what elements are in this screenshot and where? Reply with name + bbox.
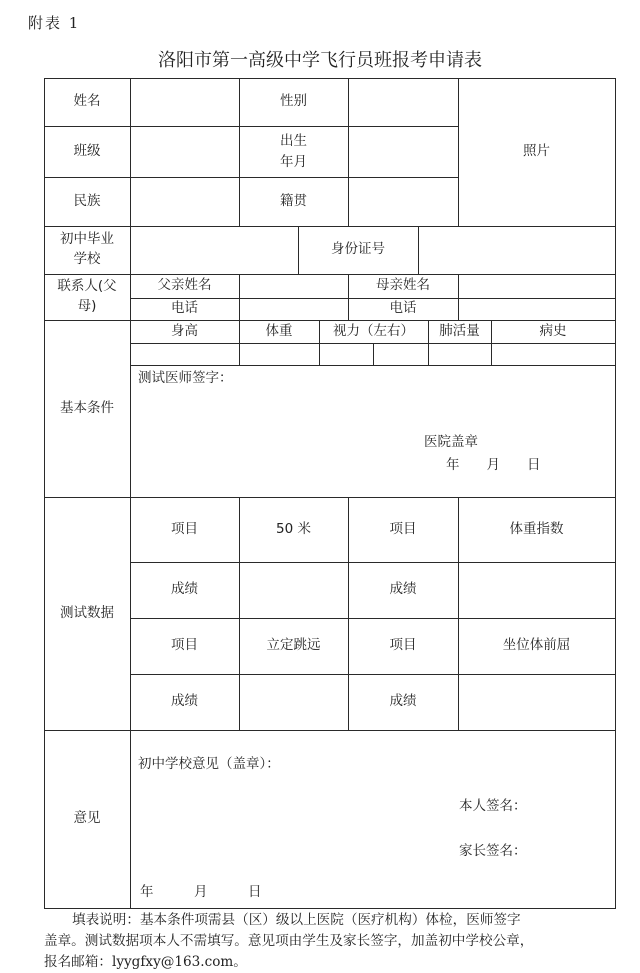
father-phone-label: 电话 — [171, 300, 198, 317]
vision-label: 视力（左右） — [333, 322, 414, 339]
attachment-label: 附表 1 — [28, 14, 81, 32]
gender-label: 性别 — [280, 93, 307, 110]
table-border-right — [615, 78, 616, 909]
middle-school-field[interactable] — [130, 226, 298, 274]
test-score-label: 成绩 — [389, 693, 417, 710]
id-card-label: 身份证号 — [331, 241, 385, 258]
form-title: 洛阳市第一高级中学飞行员班报考申请表 — [158, 50, 482, 71]
mother-name-field[interactable] — [458, 274, 615, 298]
native-place-field[interactable] — [348, 177, 458, 226]
test-item-label: 项目 — [389, 520, 417, 537]
instructions-line-1: 填表说明：基本条件项需县（区）级以上医院（医疗机构）体检，医师签字 — [72, 912, 521, 928]
hospital-date-label: 年 月 日 — [446, 457, 541, 473]
photo-label: 照片 — [523, 143, 550, 160]
contact-label — [44, 274, 130, 320]
photo-box[interactable] — [458, 78, 615, 226]
form-instructions — [44, 910, 533, 973]
test-item-label: 项目 — [171, 637, 198, 654]
father-phone-field[interactable] — [239, 298, 348, 320]
father-name-label: 父亲姓名 — [157, 277, 212, 294]
name-label: 姓名 — [73, 93, 101, 110]
ethnicity-field[interactable] — [130, 177, 239, 226]
mother-phone-label: 电话 — [389, 300, 417, 317]
test-data-label: 测试数据 — [60, 604, 114, 621]
height-field[interactable] — [130, 343, 239, 365]
birth-date-label-line2: 年月 — [280, 153, 307, 170]
mother-name-label: 母亲姓名 — [376, 277, 430, 294]
student-signature-label: 本人签名： — [459, 798, 527, 814]
instructions-line-3: 报名邮箱：lyygfxy@163.com。 — [44, 954, 247, 970]
parent-signature-label: 家长签名： — [459, 843, 527, 859]
weight-field[interactable] — [239, 343, 319, 365]
native-place-label: 籍贯 — [280, 192, 307, 209]
lung-capacity-label: 肺活量 — [439, 322, 480, 339]
instructions-line-2: 盖章。测试数据项本人不需填写。意见项由学生及家长签字，加盖初中学校公章， — [44, 933, 534, 949]
test-score-sit-and-reach-field[interactable] — [458, 674, 615, 730]
doctor-signature-label: 测试医师签字： — [138, 370, 233, 386]
basic-conditions-label: 基本条件 — [60, 399, 114, 416]
middle-school-label — [44, 226, 130, 274]
vision-left-field[interactable] — [319, 343, 373, 365]
contact-label-line1: 联系人(父 — [57, 278, 117, 295]
test-item-standing-jump: 立定跳远 — [266, 637, 321, 654]
birth-date-label-line1: 出生 — [280, 133, 307, 150]
test-item-50m: 50 米 — [276, 520, 311, 537]
birth-date-field[interactable] — [348, 126, 458, 177]
opinion-label: 意见 — [73, 810, 101, 827]
class-label: 班级 — [73, 142, 101, 159]
school-opinion-label: 初中学校意见（盖章）： — [138, 756, 280, 772]
id-card-field[interactable] — [418, 226, 615, 274]
test-score-50m-field[interactable] — [239, 562, 348, 618]
gender-field[interactable] — [348, 78, 458, 126]
weight-label: 体重 — [265, 322, 293, 339]
medical-history-label: 病史 — [539, 322, 567, 339]
mother-phone-field[interactable] — [458, 298, 615, 320]
ethnicity-label: 民族 — [73, 192, 101, 209]
middle-school-label-line1: 初中毕业 — [60, 231, 114, 248]
test-score-bmi-field[interactable] — [458, 562, 615, 618]
test-score-standing-jump-field[interactable] — [239, 674, 348, 730]
birth-date-label — [239, 126, 348, 177]
middle-school-label-line2: 学校 — [73, 251, 101, 267]
lung-capacity-field[interactable] — [428, 343, 491, 365]
father-name-field[interactable] — [239, 274, 348, 298]
hospital-seal-label: 医院盖章 — [424, 434, 478, 450]
opinion-date-label: 年 月 日 — [140, 884, 262, 900]
test-score-label: 成绩 — [171, 581, 198, 598]
class-field[interactable] — [130, 126, 239, 177]
grid-line — [130, 365, 616, 366]
test-score-label: 成绩 — [389, 581, 417, 598]
test-item-bmi: 体重指数 — [509, 520, 564, 537]
test-item-sit-and-reach: 坐位体前屈 — [502, 637, 571, 654]
test-item-label: 项目 — [389, 637, 417, 654]
name-field[interactable] — [130, 78, 239, 126]
height-label: 身高 — [171, 322, 198, 339]
vision-right-field[interactable] — [373, 343, 428, 365]
medical-history-field[interactable] — [491, 343, 615, 365]
test-score-label: 成绩 — [171, 693, 198, 710]
contact-label-line2: 母) — [77, 298, 97, 314]
test-item-label: 项目 — [171, 520, 198, 537]
